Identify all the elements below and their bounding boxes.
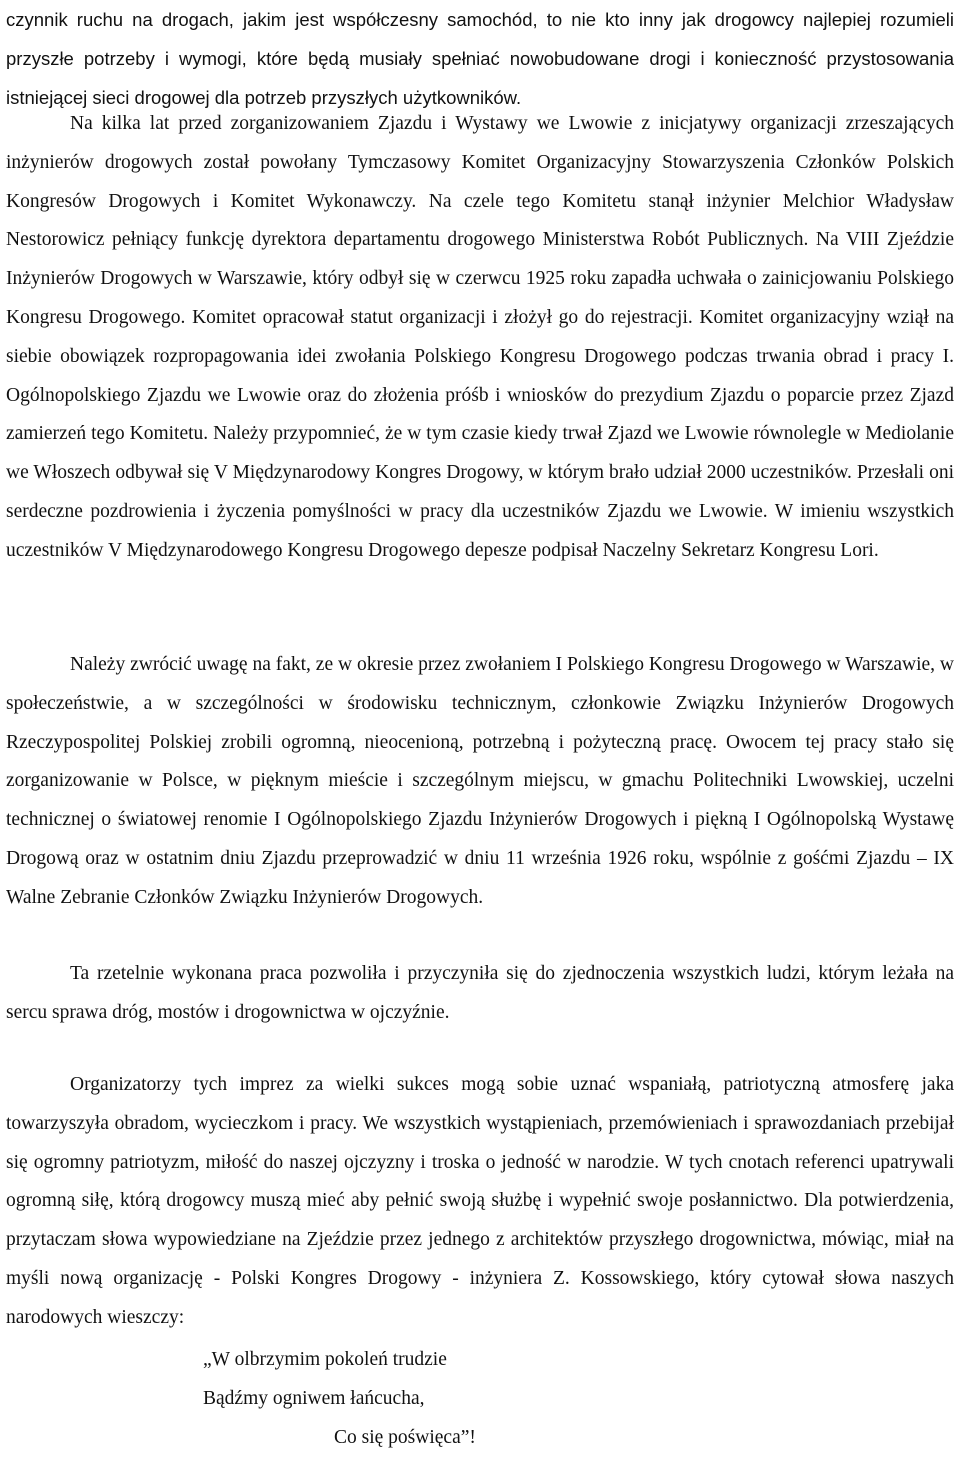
paragraph-committee: Na kilka lat przed zorganizowaniem Zjazdu i Wystawy we Lwowie z inicjatywy organizacji zrzeszających inżynierów drogowych został powołany Tymczasowy Komitet Organizacyjny Stowarzyszenia Członków Polskich Kongresów Drogowych i Komitet Wykonawczy. Na czele tego Komitetu stanął inżynier Melchior Władysław Nestorowicz pełniący funkcję dyrektora departamentu drogowego Ministerstwa Robót Publicznych. Na VIII Zjeździe Inżynierów Drogowych w Warszawie, który odbył się w czerwcu 1925 roku zapadła uchwała o zainicjowaniu Polskiego Kongresu Drogowego. Komitet opracował statut organizacji i złożył go do rejestracji. Komitet organizacyjny wziął na siebie obowiązek rozpropagowania idei zwołania Polskiego Kongresu Drogowego podczas trwania obrad i pracy I. Ogólnopolskiego Zjazdu we Lwowie oraz do złożenia próśb i wniosków do prezydium Zjazdu o poparcie przez Zjazd zamierzeń tego Komitetu. Należy przypomnieć, że w tym czasie kiedy trwał Zjazd we Lwowie równolegle w Mediolanie we Włoszech odbywał się V Międzynarodowy Kongres Drogowy, w którym brało udział 2000 uczestników. Przesłali oni serdeczne pozdrowienia i życzenia pomyślności w pracy dla uczestników Zjazdu we Lwowie. W imieniu wszystkich uczestników V Międzynarodowego Kongresu Drogowego depesze podpisał Naczelny Sekretarz Kongresu Lori. [6, 113, 954, 561]
verse-line-2: Bądźmy ogniwem łańcucha, [203, 1387, 425, 1409]
paragraph-association: Należy zwrócić uwagę na fakt, ze w okresie przez zwołaniem I Polskiego Kongresu Drogowego w Warszawie, w społeczeństwie, a w szczególności w środowisku technicznym, członkowie Związku Inżynierów Drogowych Rzeczypospolitej Polskiej zrobili ogromną, nieocenioną, potrzebną i pożyteczną pracę. Owocem tej pracy stało się zorganizowanie w Polsce, w pięknym mieście i szczególnym miejscu, w gmachu Politechniki Lwowskiej, uczelni technicznej o światowej renomie I Ogólnopolskiego Zjazdu Inżynierów Drogowych i piękną I Ogólnopolską Wystawę Drogową oraz w ostatnim dniu Zjazdu przeprowadzić w dniu 11 września 1926 roku, wspólnie z gośćmi Zjazdu – IX Walne Zebranie Członków Związku Inżynierów Drogowych. [6, 654, 954, 908]
verse-quote [6, 1341, 954, 1457]
paragraph-organizers: Organizatorzy tych imprez za wielki sukces mogą sobie uznać wspaniałą, patriotyczną atmosferę jaka towarzyszyła obradom, wycieczkom i pracy. We wszystkich wystąpieniach, przemówieniach i sprawozdaniach przebijał się ogromny patriotyzm, miłość do naszej ojczyzny i troska o jedność w narodzie. W tych cnotach referenci upatrywali ogromną siłę, którą drogowcy muszą mieć aby pełnić swoją służbę i wypełnić swoje posłannictwo. Dla potwierdzenia, przytaczam słowa wypowiedziane na Zjeździe przez jednego z architektów przyszłego drogownictwa, mówiąc, miał na myśli nową organizację - Polski Kongres Drogowy - inżyniera Z. Kossowskiego, który cytował słowa naszych narodowych wieszczy: [6, 1074, 954, 1328]
verse-line-3: Co się poświęca”! [334, 1426, 476, 1448]
paragraph-unity: Ta rzetelnie wykonana praca pozwoliła i przyczyniła się do zjednoczenia wszystkich ludzi, którym leżała na sercu sprawa dróg, mostów i drogownictwa w ojczyźnie. [6, 963, 954, 1023]
paragraph-intro: czynnik ruchu na drogach, jakim jest współczesny samochód, to nie kto inny jak drogowcy najlepiej rozumieli przyszłe potrzeby i wymogi, które będą musiały spełniać nowobudowane drogi i konieczność przystosowania istniejącej sieci drogowej dla potrzeb przyszłych użytkowników. [6, 9, 954, 108]
verse-line-1: „W olbrzymim pokoleń trudzie [203, 1349, 447, 1370]
